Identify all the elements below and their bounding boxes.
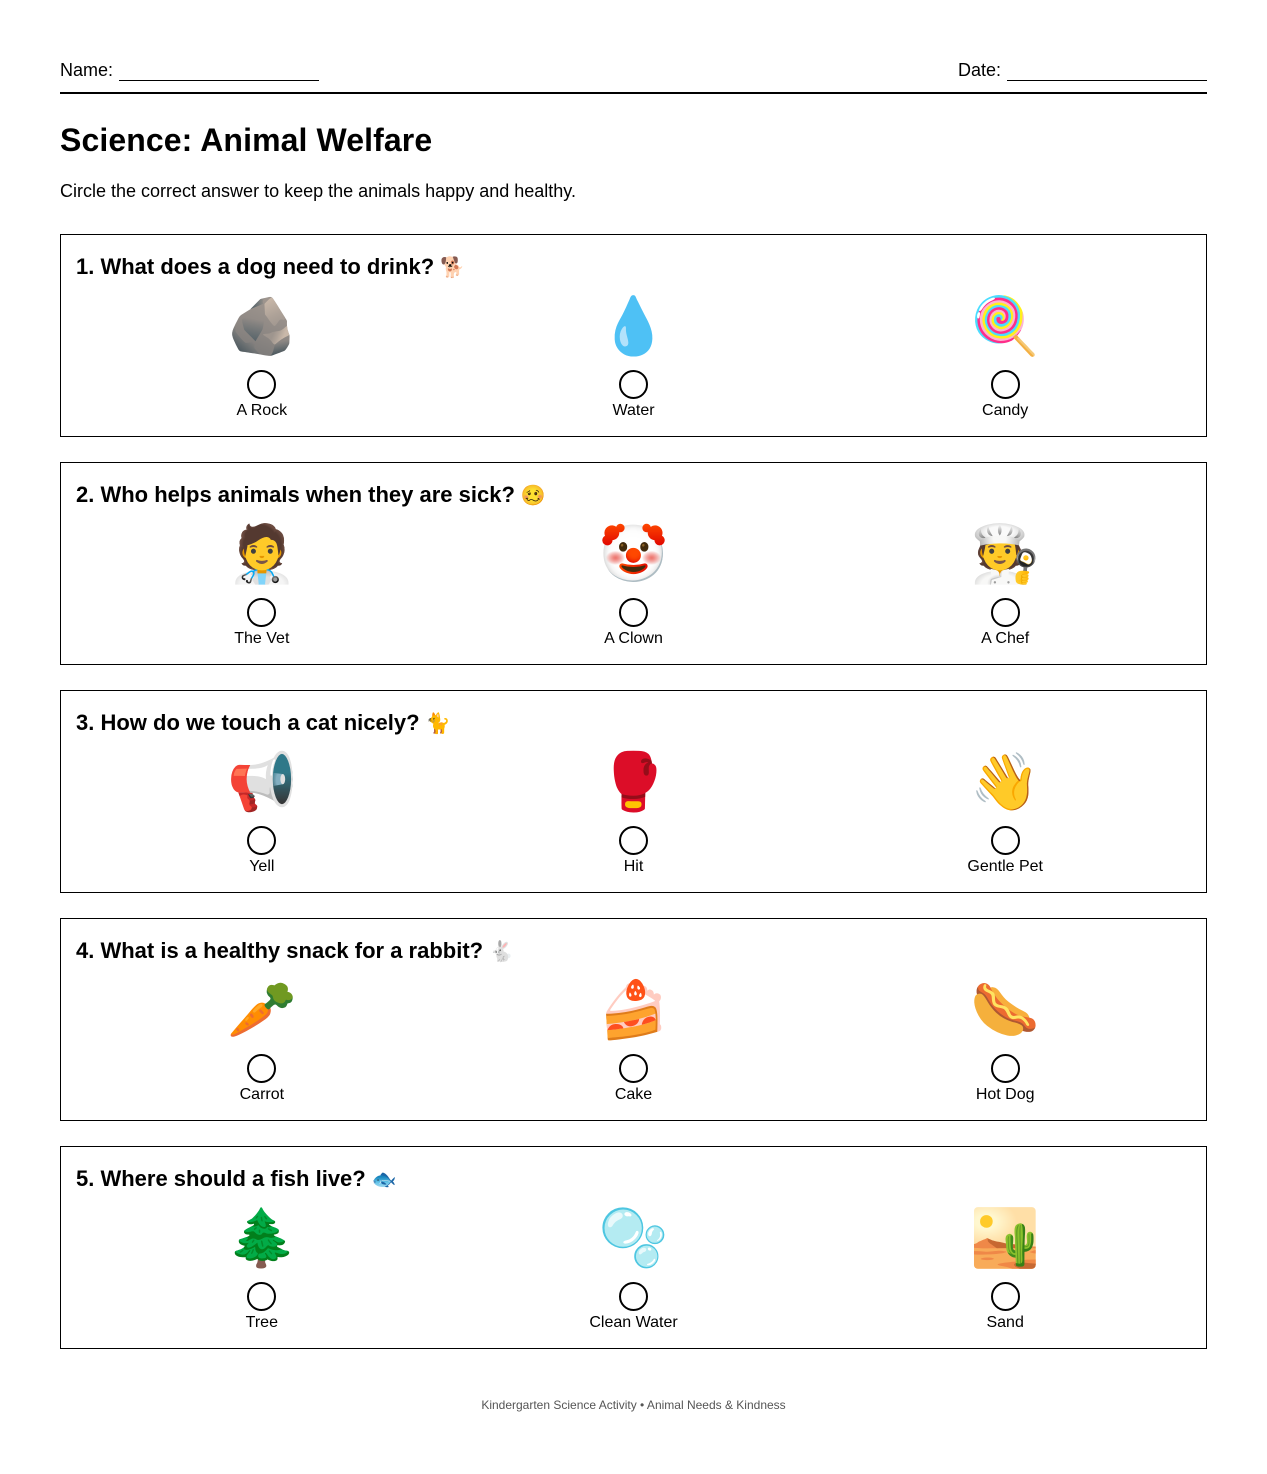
option-clean-water[interactable] [448, 1203, 820, 1332]
sick-face-icon: 🥴 [520, 485, 546, 507]
question-title [76, 254, 465, 280]
page-title: Science: Animal Welfare [60, 122, 433, 158]
question-text: 1. What does a dog need to drink? [76, 254, 435, 279]
answer-bubble[interactable] [619, 826, 648, 855]
option-label: Hit [623, 858, 644, 875]
answer-bubble[interactable] [991, 826, 1020, 855]
answer-bubble[interactable] [991, 1282, 1020, 1311]
option-label: A Chef [981, 630, 1030, 647]
answer-bubble[interactable] [619, 1282, 648, 1311]
question-card-3 [60, 690, 1207, 893]
option-label: Candy [982, 402, 1029, 419]
option-label: Cake [614, 1086, 653, 1103]
fish-icon: 🐟 [371, 1169, 397, 1191]
question-title [76, 1166, 397, 1192]
question-text: 4. What is a healthy snack for a rabbit? [76, 938, 484, 963]
question-card-5 [60, 1146, 1207, 1349]
waving-hand-icon: 👋 [970, 750, 1041, 813]
answer-bubble[interactable] [619, 598, 648, 627]
option-cake[interactable] [448, 975, 820, 1104]
option-tree[interactable] [76, 1203, 448, 1332]
answer-options [76, 975, 1191, 1104]
lollipop-icon: 🍭 [970, 294, 1041, 357]
question-card-4 [60, 918, 1207, 1121]
carrot-icon: 🥕 [226, 978, 297, 1041]
option-label: The Vet [234, 630, 290, 647]
option-label: Sand [986, 1314, 1024, 1331]
question-title [76, 938, 514, 964]
option-label: A Rock [236, 402, 288, 419]
hot-dog-icon: 🌭 [970, 978, 1041, 1041]
answer-bubble[interactable] [247, 370, 276, 399]
answer-bubble[interactable] [247, 826, 276, 855]
option-label: Water [612, 402, 655, 419]
date-blank-line[interactable] [1007, 65, 1207, 81]
option-label: A Clown [604, 630, 663, 647]
question-text: 5. Where should a fish live? [76, 1166, 366, 1191]
answer-bubble[interactable] [991, 370, 1020, 399]
answer-bubble[interactable] [619, 370, 648, 399]
name-field [60, 60, 319, 81]
answer-bubble[interactable] [619, 1054, 648, 1083]
water-drop-icon: 💧 [598, 294, 669, 357]
instructions: Circle the correct answer to keep the animals happy and healthy. [60, 181, 576, 201]
megaphone-icon: 📢 [226, 750, 297, 813]
question-text: 3. How do we touch a cat nicely? [76, 710, 420, 735]
option-label: Yell [249, 858, 275, 875]
option-carrot[interactable] [76, 975, 448, 1104]
evergreen-tree-icon: 🌲 [226, 1206, 297, 1269]
answer-options [76, 1203, 1191, 1332]
rock-icon: 🪨 [226, 294, 297, 357]
option-label: Carrot [239, 1086, 285, 1103]
option-gentle-pet[interactable] [819, 747, 1191, 876]
boxing-glove-icon: 🥊 [598, 750, 669, 813]
name-label: Name: [60, 60, 114, 80]
option-water[interactable] [448, 291, 820, 420]
bubbles-icon: 🫧 [598, 1206, 669, 1269]
rabbit-icon: 🐇 [489, 941, 515, 963]
cat-icon: 🐈 [425, 713, 451, 735]
option-candy[interactable] [819, 291, 1191, 420]
page-footer: Kindergarten Science Activity • Animal Needs & Kindness [481, 1398, 786, 1412]
option-label: Gentle Pet [967, 858, 1043, 875]
option-label: Hot Dog [975, 1086, 1035, 1103]
answer-bubble[interactable] [247, 598, 276, 627]
answer-bubble[interactable] [247, 1282, 276, 1311]
name-blank-line[interactable] [119, 65, 319, 81]
option-a-rock[interactable] [76, 291, 448, 420]
option-the-vet[interactable] [76, 519, 448, 648]
question-card-2 [60, 462, 1207, 665]
date-label: Date: [957, 60, 1001, 80]
option-a-chef[interactable] [819, 519, 1191, 648]
desert-icon: 🏜️ [970, 1206, 1041, 1269]
option-label: Clean Water [589, 1314, 678, 1331]
answer-bubble[interactable] [991, 598, 1020, 627]
worksheet-header [60, 58, 1207, 94]
option-sand[interactable] [819, 1203, 1191, 1332]
answer-bubble[interactable] [247, 1054, 276, 1083]
option-hot-dog[interactable] [819, 975, 1191, 1104]
clown-face-icon: 🤡 [598, 522, 669, 585]
option-hit[interactable] [448, 747, 820, 876]
answer-options [76, 519, 1191, 648]
answer-bubble[interactable] [991, 1054, 1020, 1083]
answer-options [76, 747, 1191, 876]
question-title [76, 482, 546, 508]
question-card-1 [60, 234, 1207, 437]
cake-icon: 🍰 [598, 978, 669, 1041]
health-worker-icon: 🧑‍⚕️ [226, 522, 297, 585]
option-a-clown[interactable] [448, 519, 820, 648]
dog-icon: 🐕 [440, 257, 466, 279]
question-text: 2. Who helps animals when they are sick? [76, 482, 515, 507]
answer-options [76, 291, 1191, 420]
date-field [958, 60, 1207, 81]
option-yell[interactable] [76, 747, 448, 876]
cook-icon: 🧑‍🍳 [970, 522, 1041, 585]
question-title [76, 710, 450, 736]
option-label: Tree [245, 1314, 278, 1331]
